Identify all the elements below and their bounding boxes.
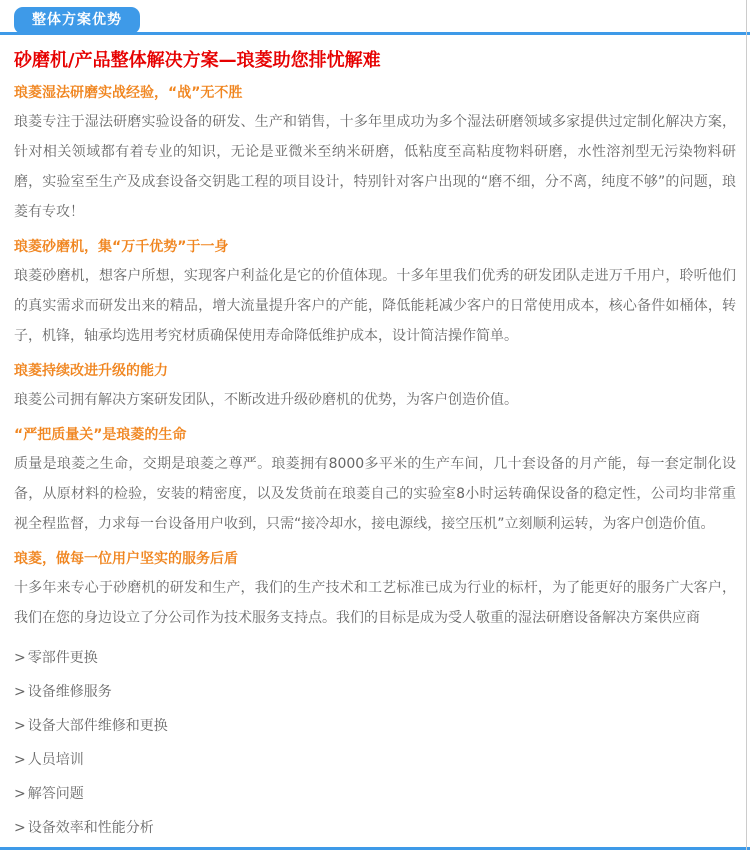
section-practical-experience bbox=[0, 83, 750, 227]
section-paragraph: 十多年来专心于砂磨机的研发和生产，我们的生产技术和工艺标准已成为行业的标杆，为了能更好的服务广大客户，我们在您的身边设立了分公司作为技术服务支持点。我们的目标是成为受人敬重的湿法研磨设备解决方案供应商 bbox=[14, 580, 736, 626]
list-marker: > bbox=[14, 786, 26, 802]
section-header bbox=[0, 0, 750, 35]
service-item-label: 解答问题 bbox=[27, 786, 84, 802]
list-item bbox=[14, 641, 736, 675]
list-item bbox=[14, 777, 736, 811]
section-paragraph: 质量是琅菱之生命，交期是琅菱之尊严。琅菱拥有8000多平米的生产车间，几十套设备的月产能，每一套定制化设备，从原材料的检验，安装的精密度，以及发货前在琅菱自己的实验室8小时运转确保设备的稳定性，公司均非常重视全程监督，力求每一台设备用户收到，只需“接冷却水，接电源线，接空压机”立刻顺利运转，为客户创造价值。 bbox=[14, 456, 736, 532]
section-heading: 琅菱砂磨机，集“万千优势”于一身 bbox=[14, 239, 229, 255]
list-marker: > bbox=[14, 820, 26, 836]
list-item bbox=[14, 709, 736, 743]
service-item-label: 设备维修服务 bbox=[27, 684, 112, 700]
section-heading: 琅菱湿法研磨实战经验，“战”无不胜 bbox=[14, 85, 243, 101]
list-marker: > bbox=[14, 752, 26, 768]
service-item-label: 设备大部件维修和更换 bbox=[27, 718, 168, 734]
section-service-support bbox=[0, 549, 750, 633]
section-paragraph: 琅菱公司拥有解决方案研发团队，不断改进升级砂磨机的优势，为客户创造价值。 bbox=[14, 392, 518, 408]
page-title: 砂磨机/产品整体解决方案—琅菱助您排忧解难 bbox=[14, 50, 381, 71]
section-quality-control bbox=[0, 425, 750, 539]
service-item-label: 设备效率和性能分析 bbox=[27, 820, 154, 836]
section-paragraph: 琅菱砂磨机，想客户所想，实现客户利益化是它的价值体现。十多年里我们优秀的研发团队走进万千用户，聆听他们的真实需求而研发出来的精品，增大流量提升客户的产能，降低能耗减少客户的日常使用成本，核心备件如桶体，转子，机锋，轴承均选用考究材质确保使用寿命降低维护成本，设计简洁操作简单。 bbox=[14, 268, 736, 344]
list-item bbox=[14, 811, 736, 845]
section-paragraph: 琅菱专注于湿法研磨实验设备的研发、生产和销售，十多年里成功为多个湿法研磨领域多家提供过定制化解决方案，针对相关领域都有着专业的知识，无论是亚微米至纳米研磨，低粘度至高粘度物料研磨，水性溶剂型无污染物料研磨，实验室至生产及成套设备交钥匙工程的项目设计，特别针对客户出现的“磨不细，分不离，纯度不够”的问题，琅菱有专攻！ bbox=[14, 114, 736, 220]
section-heading: 琅菱持续改进升级的能力 bbox=[14, 363, 168, 379]
tab-overall-solution-advantages[interactable]: 整体方案优势 bbox=[14, 7, 140, 34]
section-heading: 琅菱，做每一位用户坚实的服务后盾 bbox=[14, 551, 238, 567]
section-continuous-improvement bbox=[0, 361, 750, 415]
section-heading: “严把质量关”是琅菱的生命 bbox=[14, 427, 187, 443]
service-item-label: 人员培训 bbox=[27, 752, 84, 768]
list-marker: > bbox=[14, 718, 26, 734]
list-marker: > bbox=[14, 650, 26, 666]
section-advantages bbox=[0, 237, 750, 351]
service-item-list bbox=[14, 641, 736, 845]
list-item bbox=[14, 743, 736, 777]
service-item-label: 零部件更换 bbox=[27, 650, 98, 666]
list-marker: > bbox=[14, 684, 26, 700]
list-item bbox=[14, 675, 736, 709]
right-edge-line bbox=[746, 0, 747, 850]
